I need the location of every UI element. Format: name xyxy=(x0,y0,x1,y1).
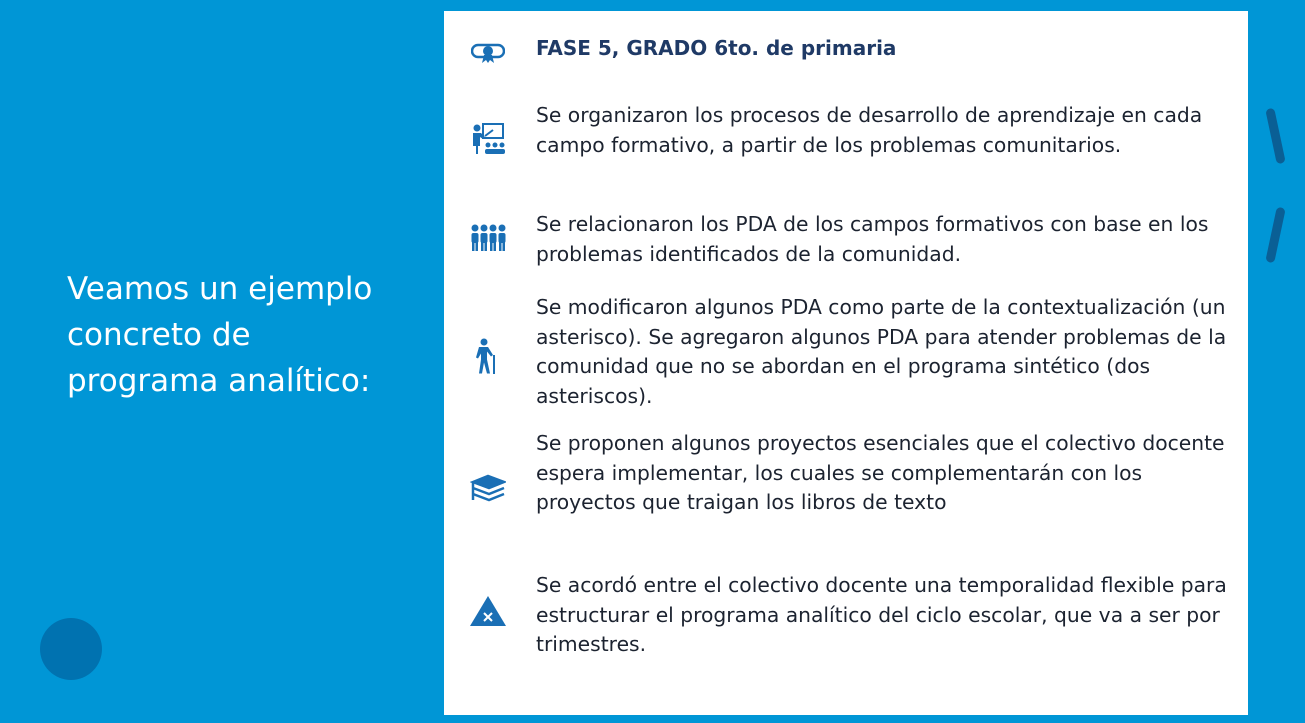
books-stack-icon xyxy=(466,467,510,511)
decorative-circle xyxy=(40,618,102,680)
item-text-2: Se relacionaron los PDA de los campos formativos con base en los problemas identificados de la comunidad. xyxy=(536,212,1209,266)
people-group-icon xyxy=(466,216,510,260)
item-text-4: Se proponen algunos proyectos esenciales que el colectivo docente espera implementar, los cuales se complementarán con los proyectos que traigan los libros de texto xyxy=(536,431,1225,515)
diploma-icon xyxy=(466,31,510,75)
content-panel xyxy=(444,11,1248,715)
slide-title: Veamos un ejemplo concreto de programa analítico: xyxy=(67,271,373,399)
warning-triangle-icon xyxy=(466,589,510,633)
elder-person-icon xyxy=(466,334,510,378)
decorative-stroke-top xyxy=(1265,108,1285,165)
grade-heading: FASE 5, GRADO 6to. de primaria xyxy=(536,36,897,60)
item-text-3: Se modificaron algunos PDA como parte de la contextualización (un asterisco). Se agregaron algunos PDA para atender problemas de la comunidad que no se abordan en el programa sintético (dos asteriscos). xyxy=(536,295,1227,408)
item-text-5: Se acordó entre el colectivo docente una temporalidad flexible para estructurar el programa analítico del ciclo escolar, que va a ser por trimestres. xyxy=(536,573,1227,657)
teacher-icon xyxy=(466,117,510,161)
decorative-stroke-bottom xyxy=(1265,207,1285,264)
item-text-1: Se organizaron los procesos de desarrollo de aprendizaje en cada campo formativo, a partir de los problemas comunitarios. xyxy=(536,103,1203,157)
